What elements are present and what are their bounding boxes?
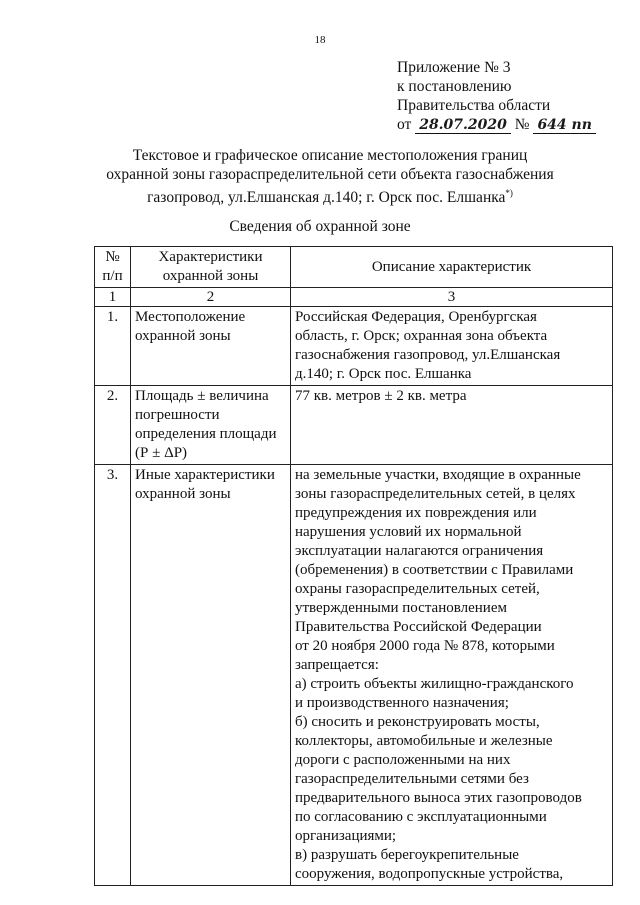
appendix-title: Приложение № 3 [397,59,511,76]
title-line-3 [90,184,570,207]
header-characteristic [131,247,291,288]
from-prefix: от [397,116,412,133]
row-number: 1. [95,307,131,386]
row-description-text: 77 кв. метров ± 2 кв. метра [295,388,467,404]
title-line-3-text: газопровод, ул.Елшанская д.140; г. Орск пос. Елшанка [147,189,506,207]
row-description [291,307,613,386]
page-number: 18 [314,34,326,46]
row-characteristic-text: Площадь ± величина погрешности определения площади (Р ± ΔР) [135,388,277,461]
section-subtitle: Сведения об охранной зоне [229,218,411,235]
header-number [95,247,131,288]
column-number: 2 [131,288,291,307]
row-description [291,386,613,465]
table-row [95,386,613,465]
handwritten-number: 644 пп [533,117,595,134]
row-description-text: Российская Федерация, Оренбургская область, г. Орск; охранная зона объекта газоснабжения газопровод, ул.Елшанская д.140; г. Орск пос. Елшанка [295,309,561,382]
protection-zone-table [94,246,613,886]
header-description-text: Описание характеристик [371,258,532,275]
row-characteristic-text: Иные характеристики охранной зоны [135,467,275,502]
row-characteristic [131,465,291,886]
number-prefix: № [514,116,530,133]
table-header-row [95,247,613,288]
column-number: 1 [95,288,131,307]
appendix-block [397,58,596,135]
row-number: 3. [95,465,131,886]
appendix-resolution-ref: к постановлению [397,78,512,95]
document-title [90,146,570,207]
table-row [95,465,613,886]
header-characteristic-text: Характеристики охранной зоны [158,249,263,284]
handwritten-date: 28.07.2020 [415,117,511,134]
row-number: 2. [95,386,131,465]
column-number: 3 [291,288,613,307]
appendix-government: Правительства области [397,97,551,114]
row-characteristic [131,386,291,465]
row-description [291,465,613,886]
row-characteristic-text: Местоположение охранной зоны [135,309,246,344]
title-line-1: Текстовое и графическое описание местоположения границ [132,147,528,164]
appendix-date-number-row [397,115,596,135]
footnote-mark: *) [505,188,513,198]
row-characteristic [131,307,291,386]
header-number-text: № п/п [102,249,123,284]
column-number-row [95,288,613,307]
header-description [291,247,613,288]
table-row [95,307,613,386]
title-line-2: охранной зоны газораспределительной сети объекта газоснабжения [106,166,554,183]
row-description-text: на земельные участки, входящие в охранные зоны газораспределительных сетей, в целях предупреждения их повреждения или нарушения условий их нормальной эксплуатации налагаются ограничения (обременения) в соответствии с Правилами охраны газораспределительных сетей, утвержденными постановлением Правительства Российской Федерации от 20 ноября 2000 года № 878, которыми запрещается: а) строить объекты жилищно-гражданского и производственного назначения; б) сносить и реконструировать мосты, коллекторы, автомобильные и железные дороги с расположенными на них газораспределительными сетями без предварительного выноса этих газопроводов по согласованию с эксплуатационными организациями; в) разрушать берегоукрепительные сооружения, водопропускные устройства, [295,467,582,882]
